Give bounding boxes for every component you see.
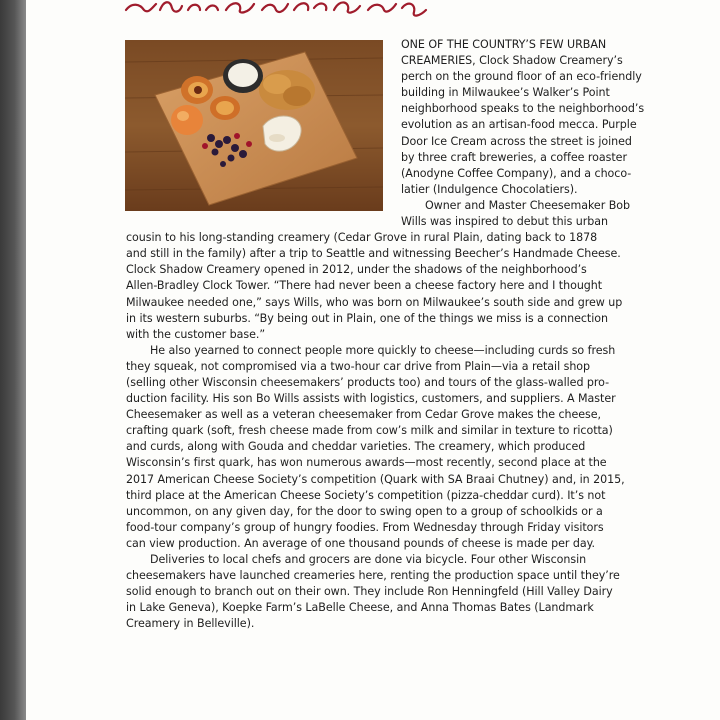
body-line: Door Ice Cream across the street is joined — [401, 134, 632, 148]
body-line: Wills was inspired to debut this urban — [401, 215, 608, 229]
body-line: evolution as an artisan-food mecca. Purple — [401, 118, 637, 132]
script-heading-art — [122, 0, 442, 18]
body-line: and curds, along with Gouda and cheddar varieties. The creamery, which produced — [126, 440, 586, 454]
body-line: Allen-Bradley Clock Tower. “There had never been a cheese factory here and I thought — [126, 279, 603, 293]
body-line: Owner and Master Cheesemaker Bob — [425, 198, 630, 212]
body-line: cheesemakers have launched creameries here, renting the production space until they’re — [126, 569, 620, 583]
body-line: duction facility. His son Bo Wills assists with logistics, customers, and suppliers. A Master — [126, 392, 616, 406]
body-line: uncommon, on any given day, for the door to swing open to a group of schoolkids or a — [126, 504, 603, 518]
body-line: (selling other Wisconsin cheesemakers’ products too) and tours of the glass-walled pro- — [126, 375, 610, 389]
body-line: Wisconsin’s first quark, has won numerous awards—most recently, second place at the — [126, 456, 607, 470]
body-line: Cheesemaker as well as a veteran cheesemaker from Cedar Grove makes the cheese, — [126, 408, 602, 422]
body-line: third place at the American Cheese Society’s competition (pizza-cheddar curd). It’s not — [126, 488, 606, 502]
article-body — [126, 37, 672, 632]
body-line: cousin to his long-standing creamery (Cedar Grove in rural Plain, dating back to 1878 — [126, 231, 598, 245]
magazine-page — [26, 0, 720, 720]
body-line: solid enough to branch out on their own. They include Ron Henningfeld (Hill Valley Dairy — [126, 585, 613, 599]
body-line: they squeak, not compromised via a two-hour car drive from Plain—via a retail shop — [126, 359, 591, 373]
body-line: crafting quark (soft, fresh cheese made from cow’s milk and similar in texture to ricotta) — [126, 424, 613, 438]
body-line: can view production. An average of one thousand pounds of cheese is made per day. — [126, 536, 596, 550]
body-line: (Anodyne Coffee Company), and a choco- — [401, 166, 632, 180]
body-line: in its western suburbs. “By being out in Plain, one of the things we miss is a connection — [126, 311, 608, 325]
body-line: by three craft breweries, a coffee roaster — [401, 150, 627, 164]
body-line: with the customer base.” — [126, 327, 266, 341]
body-line: food-tour company’s group of hungry foodies. From Wednesday through Friday visitors — [126, 520, 604, 534]
body-line: neighborhood speaks to the neighborhood’s — [401, 102, 645, 116]
body-line: building in Milwaukee’s Walker’s Point — [401, 86, 610, 100]
body-line: Clock Shadow Creamery opened in 2012, under the shadows of the neighborhood’s — [126, 263, 587, 277]
body-line: He also yearned to connect people more quickly to cheese—including curds so fresh — [150, 343, 616, 357]
body-line: Milwaukee needed one,” says Wills, who was born on Milwaukee’s south side and grew up — [126, 295, 623, 309]
body-line: Creamery in Belleville). — [126, 617, 255, 631]
body-line: in Lake Geneva), Koepke Farm’s LaBelle Cheese, and Anna Thomas Bates (Landmark — [126, 601, 594, 615]
body-line: perch on the ground floor of an eco-friendly — [401, 70, 642, 84]
body-line: latier (Indulgence Chocolatiers). — [401, 182, 578, 196]
body-line: 2017 American Cheese Society’s competition (Quark with SA Braai Chutney) and, in 2015, — [126, 472, 625, 486]
script-heading — [122, 0, 442, 18]
body-line: CREAMERIES, Clock Shadow Creamery’s — [401, 54, 623, 68]
body-line: Deliveries to local chefs and grocers are done via bicycle. Four other Wisconsin — [150, 553, 587, 566]
body-line: ONE OF THE COUNTRY’S FEW URBAN — [401, 38, 607, 51]
body-line: and still in the family) after a trip to Seattle and witnessing Beecher’s Handmade Cheese. — [126, 247, 621, 261]
page-binding-edge — [0, 0, 26, 720]
